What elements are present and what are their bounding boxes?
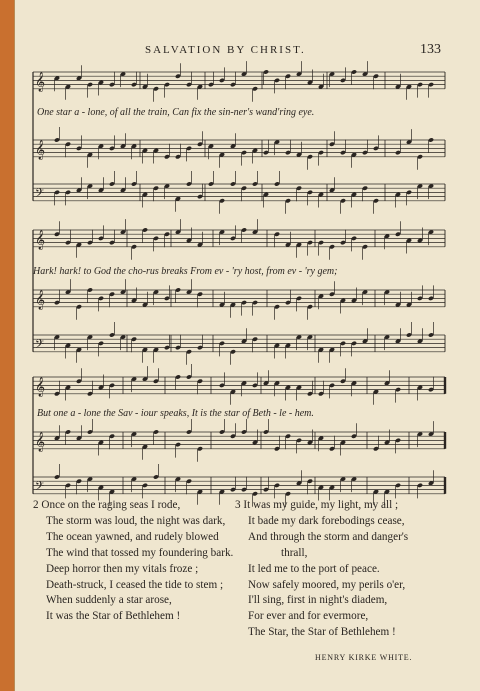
- treble-clef: 𝄞: [35, 290, 46, 311]
- lyric-line-3: But one a - lone the Sav - iour speaks, It is the star of Beth - le - hem.: [37, 408, 314, 419]
- bass-clef: 𝄢: [35, 480, 45, 497]
- treble-clef: 𝄞: [35, 432, 46, 453]
- verse-line: The ocean yawned, and rudely blowed: [46, 530, 219, 543]
- verse-line: I'll sing, first in night's diadem,: [248, 594, 388, 607]
- treble-clef: 𝄞: [35, 230, 46, 251]
- verse-line: The wind that tossed my foundering bark.: [46, 546, 234, 559]
- author-credit: HENRY KIRKE WHITE.: [315, 653, 413, 662]
- treble-clef: 𝄞: [35, 140, 46, 161]
- verse-3: [235, 498, 408, 641]
- verse-line: 2 Once on the raging seas I rode,: [33, 499, 181, 511]
- verse-line: For ever and for evermore,: [248, 610, 369, 623]
- treble-clef: 𝄞: [35, 377, 46, 398]
- treble-clef: 𝄞: [35, 72, 46, 93]
- verse-number: 2: [33, 499, 39, 511]
- page-number: 133: [420, 42, 441, 57]
- lyric-line-2: Hark! hark! to God the cho-rus breaks From ev - 'ry host, from ev - 'ry gem;: [33, 266, 338, 277]
- hymn-page: [14, 0, 480, 691]
- verse-number: 3: [235, 499, 241, 511]
- verse-line: It was the Star of Bethlehem !: [46, 610, 181, 623]
- verse-line: Now safely moored, my perils o'er,: [248, 578, 406, 591]
- verse-line: thrall,: [281, 546, 308, 559]
- verse-line: The Star, the Star of Bethlehem !: [248, 626, 396, 639]
- verse-line: It led me to the port of peace.: [248, 562, 380, 575]
- lyric-line-1: One star a - lone, of all the train, Can fix the sin-ner's wand'ring eye.: [37, 107, 315, 118]
- page-title: SALVATION BY CHRIST.: [145, 44, 306, 56]
- verse-line: The storm was loud, the night was dark,: [46, 514, 226, 527]
- verse-line: It bade my dark forebodings cease,: [248, 514, 405, 527]
- bass-clef: 𝄢: [35, 187, 45, 204]
- verse-line: Death-struck, I ceased the tide to stem ;: [46, 578, 224, 591]
- verse-line: Deep horror then my vitals froze ;: [46, 562, 199, 575]
- verse-line: When suddenly a star arose,: [46, 594, 172, 607]
- verse-2: [33, 498, 233, 625]
- verse-line: 3 It was my guide, my light, my all ;: [235, 499, 399, 511]
- verse-line: And through the storm and danger's: [248, 530, 409, 543]
- bass-clef: 𝄢: [35, 338, 45, 355]
